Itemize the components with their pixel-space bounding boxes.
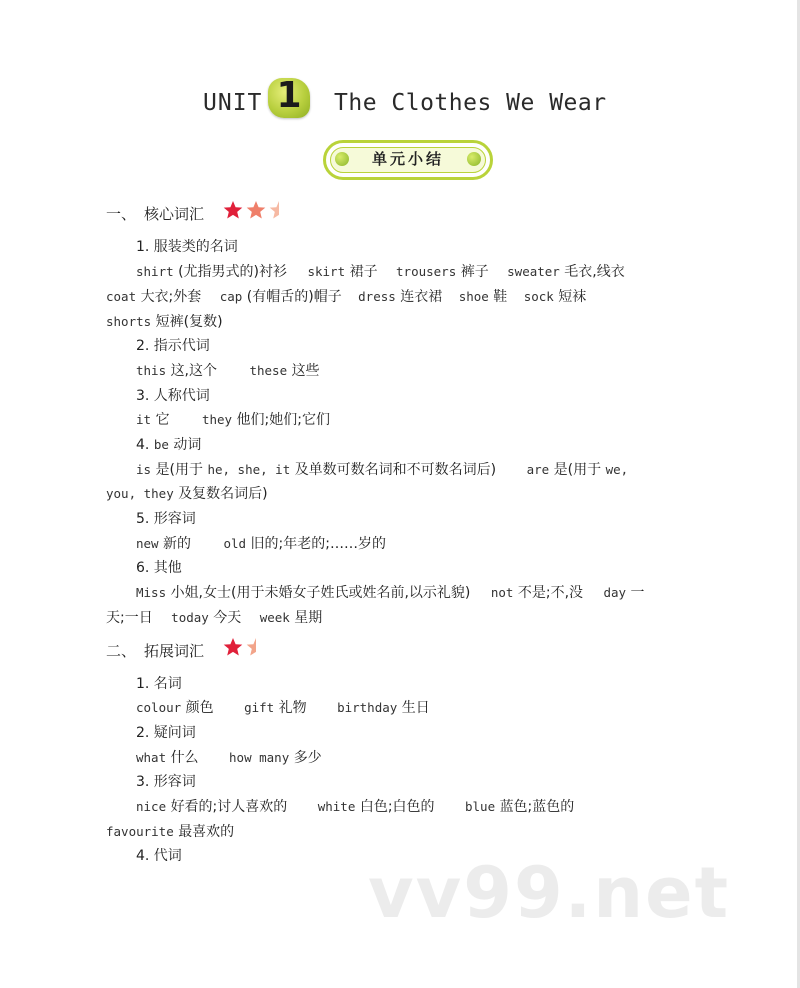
importance-stars [223, 637, 271, 657]
unit-number-badge [268, 75, 310, 118]
vocab-line: 天;一日 today 今天 week 星期 [106, 610, 323, 626]
subheading: 6. 其他 [136, 560, 182, 576]
subheading: 1. 名词 [136, 676, 182, 692]
subheading: 2. 疑问词 [136, 725, 196, 741]
vocab-line: this 这,这个 these 这些 [136, 363, 320, 379]
vocab-line: it 它 they 他们;她们;它们 [136, 412, 330, 428]
vocab-line: favourite 最喜欢的 [106, 824, 235, 840]
vocab-line: coat 大衣;外套 cap (有帽舌的)帽子 dress 连衣裙 shoe 鞋 sock 短袜 [106, 289, 587, 305]
vocab-line: shirt (尤指男式的)衬衫 skirt 裙子 trousers 裤子 sweater 毛衣,线衣 [136, 264, 625, 280]
unit-word: UNIT [203, 90, 263, 116]
vocab-line: you, they 及复数名词后) [106, 486, 268, 502]
vocab-line: what 什么 how many 多少 [136, 750, 322, 766]
subheading: 3. 人称代词 [136, 388, 210, 404]
star-icon [246, 200, 266, 220]
subheading: 1. 服装类的名词 [136, 239, 238, 255]
vocab-line: Miss 小姐,女士(用于未婚女子姓氏或姓名前,以示礼貌) not 不是;不,没 day 一 [136, 585, 645, 601]
page-title: The Clothes We Wear [334, 90, 607, 116]
vocab-line: nice 好看的;讨人喜欢的 white 白色;白色的 blue 蓝色;蓝色的 [136, 799, 575, 815]
summary-pill [323, 140, 493, 180]
section-title: 拓展词汇 [144, 642, 205, 660]
vocab-line: new 新的 old 旧的;年老的;……岁的 [136, 536, 386, 552]
watermark: vv99.net [368, 852, 731, 934]
star-icon [223, 637, 243, 657]
half-star-icon [269, 200, 289, 220]
section-number: 一、 [106, 205, 137, 223]
subheading: 4. 代词 [136, 848, 182, 864]
half-star-icon [246, 637, 266, 657]
unit-number: 1 [276, 75, 302, 116]
vocab-line: colour 颜色 gift 礼物 birthday 生日 [136, 700, 430, 716]
subheading: 2. 指示代词 [136, 338, 210, 354]
star-icon [223, 200, 243, 220]
subheading: 4. be 动词 [136, 437, 202, 453]
summary-label: 单元小结 [371, 150, 444, 168]
subheading: 5. 形容词 [136, 511, 196, 527]
vocab-line: shorts 短裤(复数) [106, 314, 223, 330]
section-2-heading [106, 640, 204, 661]
vocab-line: is 是(用于 he, she, it 及单数可数名词和不可数名词后) are 是(用于 we, [136, 462, 629, 478]
importance-stars [223, 200, 293, 220]
section-title: 核心词汇 [144, 205, 205, 223]
unit-title-row [0, 76, 800, 132]
section-1-heading [106, 203, 204, 224]
subheading: 3. 形容词 [136, 774, 196, 790]
section-number: 二、 [106, 642, 137, 660]
